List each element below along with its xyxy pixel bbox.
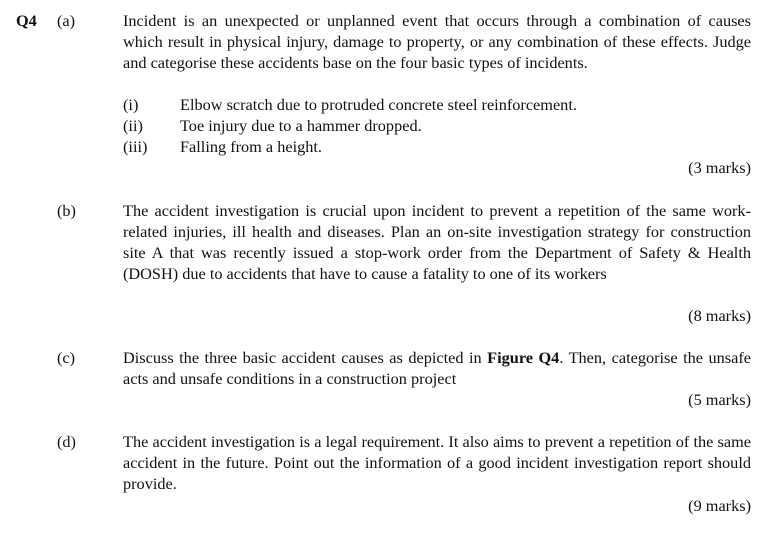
part-c-marks: (5 marks): [688, 390, 751, 409]
part-d-marks: (9 marks): [688, 496, 751, 515]
item-numeral: (i): [123, 95, 139, 114]
part-c-text-before: Discuss the three basic accident causes as depicted in: [123, 348, 488, 367]
part-d-label: (d): [57, 432, 76, 451]
item-text: Elbow scratch due to protruded concrete steel reinforcement.: [180, 95, 577, 114]
part-d-text: The accident investigation is a legal requirement. It also aims to prevent a repetition of the same accident in the future. Point out the information of a good incident investigation report should provide.: [123, 432, 751, 493]
list-item: [123, 136, 577, 157]
part-c-label: (c): [57, 348, 76, 367]
item-text: Toe injury due to a hammer dropped.: [180, 116, 422, 135]
part-b-label: (b): [57, 201, 76, 220]
part-b-marks: (8 marks): [688, 306, 751, 325]
list-item: [123, 94, 577, 115]
question-number: Q4: [16, 11, 37, 30]
item-text: Falling from a height.: [180, 137, 322, 156]
part-b-text: The accident investigation is crucial upon incident to prevent a repetition of the same work-related injuries, ill health and diseases. Plan an on-site investigation strategy for construction site A that was recently issued a stop-work order from the Department of Safety & Health (DOSH) due to accidents that have to cause a fatality to one of its workers: [123, 201, 751, 283]
part-a-text: Incident is an unexpected or unplanned event that occurs through a combination of causes which result in physical injury, damage to property, or any combination of these effects. Judge and categorise these accidents base on the four basic types of incidents.: [123, 11, 751, 72]
part-a-marks: (3 marks): [688, 158, 751, 177]
part-a-label: (a): [57, 11, 76, 30]
item-numeral: (ii): [123, 116, 143, 135]
part-c-text: [123, 347, 751, 389]
item-numeral: (iii): [123, 137, 148, 156]
part-a-items: [123, 94, 577, 157]
list-item: [123, 115, 577, 136]
figure-reference: Figure Q4: [487, 348, 560, 367]
part-c-text-after: . Then, categorise the unsafe acts and unsafe conditions in a construction project: [123, 348, 751, 388]
